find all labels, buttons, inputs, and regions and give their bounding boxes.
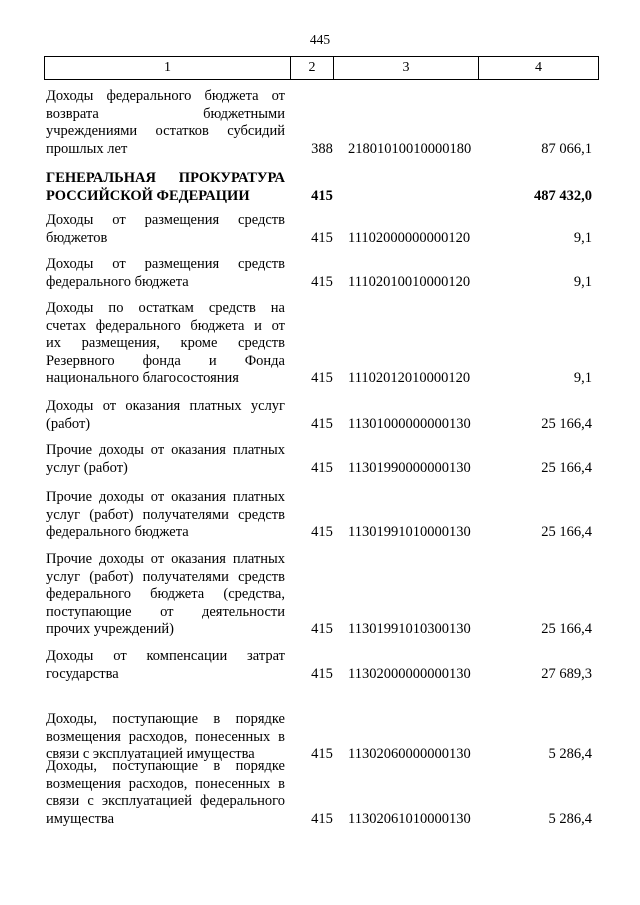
description-line: федерального бюджета [46, 273, 189, 290]
description-line: Прочие доходы от оказания платных [46, 551, 285, 567]
header-col-3: 3 [334, 57, 479, 79]
row-description [46, 442, 285, 477]
table-row [46, 711, 598, 764]
amount: 5 286,4 [548, 810, 592, 827]
budget-class-code: 11302061010000130 [348, 810, 471, 827]
admin-code: 388 [311, 140, 333, 157]
description-line: возмещения расходов, понесенных в [46, 728, 285, 745]
description-line: имущества [46, 810, 115, 827]
header-col-2: 2 [291, 57, 334, 79]
amount: 25 166,4 [541, 459, 592, 476]
description-line: Прочие доходы от оказания платных [46, 489, 285, 505]
table-row [46, 551, 598, 639]
table-row [46, 212, 598, 247]
description-line: связи с эксплуатацией имущества [46, 746, 255, 762]
description-line: Резервного фонда и Фонда [46, 352, 285, 369]
amount: 25 166,4 [541, 621, 592, 637]
budget-class-code: 21801010010000180 [348, 140, 472, 157]
amount: 25 166,4 [541, 524, 592, 540]
description-line: Доходы от размещения средств [46, 212, 285, 228]
description-line: Доходы, поступающие в порядке [46, 711, 285, 727]
amount: 9,1 [573, 370, 592, 386]
description-line: Доходы по остаткам средств на [46, 300, 285, 316]
description-line: федерального бюджета (средства, [46, 586, 285, 602]
budget-class-code: 11301991010300130 [348, 621, 471, 637]
amount: 25 166,4 [541, 415, 592, 432]
budget-class-code: 11302000000000130 [348, 665, 471, 682]
table-row [46, 442, 598, 477]
row-description [46, 212, 285, 247]
description-line: Доходы федерального бюджета от [46, 88, 285, 104]
budget-class-code: 11102010010000120 [348, 273, 471, 290]
admin-code: 415 [311, 810, 333, 827]
description-line: возмещения расходов, понесенных в [46, 775, 285, 792]
table-row [46, 300, 598, 388]
row-description [46, 170, 285, 205]
description-line: Доходы от оказания платных услуг [46, 398, 285, 414]
description-line: (работ) [46, 415, 91, 432]
row-description [46, 551, 285, 639]
description-line: федерального бюджета [46, 524, 189, 540]
header-col-4: 4 [535, 60, 542, 75]
table-row [46, 88, 598, 158]
description-line: Прочие доходы от оказания платных [46, 442, 285, 458]
description-line: РОССИЙСКОЙ ФЕДЕРАЦИИ [46, 187, 250, 204]
page-number: 445 [309, 32, 331, 47]
amount: 9,1 [573, 229, 592, 246]
row-description [46, 489, 285, 542]
admin-code: 415 [311, 665, 333, 682]
amount: 5 286,4 [548, 746, 592, 762]
row-description [46, 648, 285, 683]
description-line: счетах федерального бюджета и от [46, 317, 285, 334]
description-line: национального благосостояния [46, 370, 239, 386]
description-line: прошлых лет [46, 140, 128, 157]
budget-class-code: 11301991010000130 [348, 524, 471, 540]
row-description [46, 398, 285, 433]
admin-code: 415 [311, 370, 333, 386]
admin-code: 415 [311, 621, 333, 637]
amount: 87 066,1 [541, 140, 592, 157]
amount: 487 432,0 [534, 187, 592, 204]
row-description [46, 711, 285, 764]
admin-code: 415 [311, 273, 333, 290]
table-row [46, 398, 598, 433]
amount: 9,1 [573, 273, 592, 290]
table-row [46, 489, 598, 542]
description-line: поступающие от деятельности [46, 603, 285, 620]
description-line: связи с эксплуатацией федерального [46, 793, 285, 809]
budget-class-code: 11102012010000120 [348, 370, 471, 386]
budget-class-code: 11302060000000130 [348, 746, 471, 762]
admin-code: 415 [311, 229, 333, 246]
admin-code: 415 [311, 415, 333, 432]
description-line: бюджетов [46, 229, 108, 246]
admin-code: 415 [311, 187, 333, 204]
description-line: услуг (работ) получателями средств [46, 568, 285, 585]
description-line: Доходы, поступающие в порядке [46, 758, 285, 774]
description-line: прочих учреждений) [46, 621, 174, 637]
amount: 27 689,3 [541, 665, 592, 682]
budget-class-code: 11301000000000130 [348, 415, 471, 432]
description-line: их размещения, кроме средств [46, 335, 285, 351]
row-description [46, 88, 285, 158]
table-header [44, 56, 599, 80]
table-row [46, 170, 598, 205]
description-line: ГЕНЕРАЛЬНАЯ ПРОКУРАТУРА [46, 170, 285, 186]
table-row [46, 758, 598, 828]
row-description [46, 256, 285, 291]
table-row [46, 648, 598, 683]
description-line: государства [46, 665, 119, 682]
admin-code: 415 [311, 524, 333, 540]
admin-code: 415 [311, 459, 333, 476]
budget-class-code: 11102000000000120 [348, 229, 471, 246]
description-line: учреждениями остатков субсидий [46, 123, 285, 139]
description-line: Доходы от размещения средств [46, 256, 285, 272]
header-col-1: 1 [45, 57, 291, 79]
row-description [46, 300, 285, 388]
table-row [46, 256, 598, 291]
budget-class-code: 11301990000000130 [348, 459, 471, 476]
description-line: услуг (работ) [46, 459, 128, 476]
description-line: возврата бюджетными [46, 105, 285, 122]
description-line: услуг (работ) получателями средств [46, 506, 285, 523]
admin-code: 415 [311, 746, 333, 762]
description-line: Доходы от компенсации затрат [46, 648, 285, 664]
row-description [46, 758, 285, 828]
